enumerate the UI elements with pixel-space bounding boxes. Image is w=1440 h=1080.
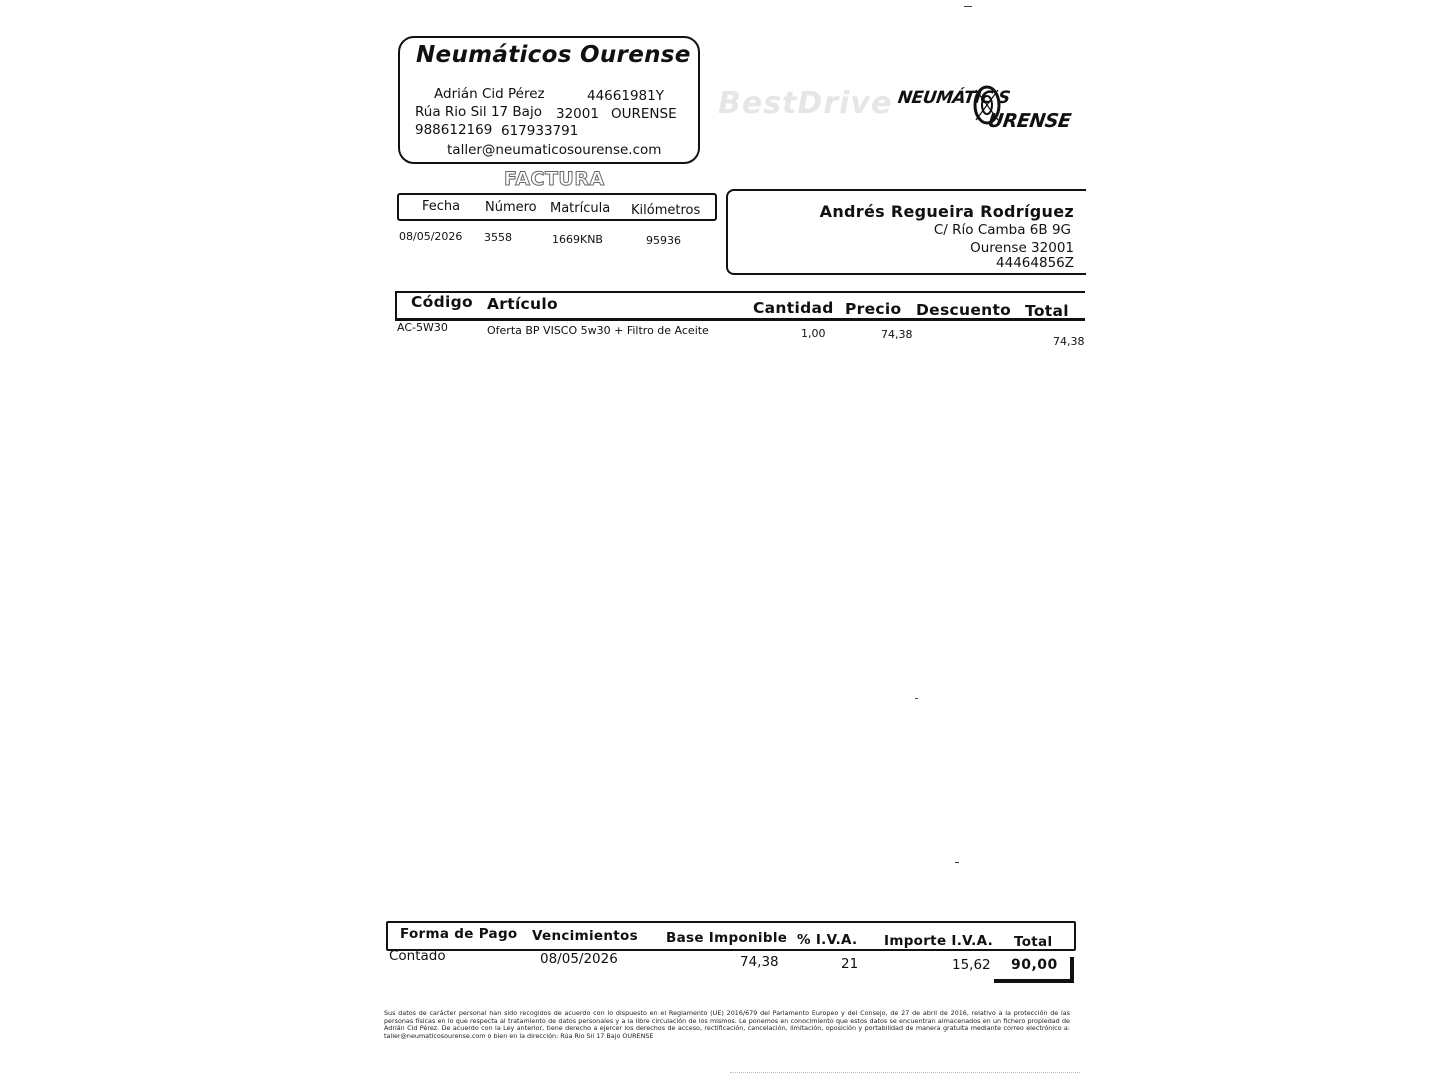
data-protection-notice: Sus datos de carácter personal han sido recogidos de acuerdo con lo dispuesto en el Reglamento (UE) 2016/679 del Parlamento Europeo y del Consejo, de 27 de abril de 2016, relativo a la protección de las personas físicas en lo que respecta al tratamiento de datos personales y a la libre circulación de los mismos. Le ponemos en conocimiento que estos datos se encuentran almacenados en un fichero propiedad de Adrián Cid Pérez. De acuerdo con la Ley anterior, tiene derecho a ejercer los derechos de acceso, rectificación, cancelación, limitación, oposición y portabilidad de manera gratuita mediante correo electrónico a: taller@neumaticosourense.com o bien en la dirección: Rúa Rio Sil 17 Bajo OURENSE: [384, 1009, 1070, 1041]
neumaticos-logo-top: NEUMÁTIC S: [896, 88, 1012, 108]
vehicle-km: 95936: [646, 234, 681, 247]
bestdrive-logo: BestDrive: [718, 86, 893, 121]
header-kilometros: Kilómetros: [631, 203, 701, 218]
vehicle-plate: 1669KNB: [552, 233, 603, 246]
col-precio: Precio: [845, 300, 902, 318]
header-numero: Número: [485, 200, 537, 215]
grand-total: 90,00: [1011, 957, 1058, 973]
company-nif: 44661981Y: [587, 88, 664, 104]
client-nif: 44464856Z: [996, 255, 1074, 271]
col-total: Total: [1025, 302, 1069, 320]
tax-base: 74,38: [740, 954, 779, 970]
scan-mark: [915, 698, 918, 699]
invoice-number: 3558: [484, 231, 512, 244]
payment-method: Contado: [389, 948, 446, 964]
article-quantity: 1,00: [801, 327, 826, 340]
scan-edge: [730, 1072, 1080, 1073]
company-phone-2: 617933791: [501, 123, 579, 139]
article-description: Oferta BP VISCO 5w30 + Filtro de Aceite: [487, 324, 709, 337]
client-city: Ourense 32001: [970, 240, 1074, 256]
header-iva-importe: Importe I.V.A.: [884, 933, 994, 949]
article-code: AC-5W30: [397, 321, 448, 334]
due-date: 08/05/2026: [540, 951, 618, 967]
company-email: taller@neumaticosourense.com: [447, 142, 662, 158]
scan-mark: [964, 6, 972, 7]
col-codigo: Código: [411, 293, 473, 311]
document-title: FACTURA: [504, 168, 605, 190]
header-iva-pct: % I.V.A.: [797, 932, 858, 948]
invoice-date: 08/05/2026: [399, 230, 463, 243]
scan-mark: [955, 862, 959, 863]
neumaticos-logo-bottom: URENSE: [986, 110, 1073, 132]
header-total: Total: [1014, 934, 1053, 950]
client-address: C/ Río Camba 6B 9G: [933, 222, 1071, 238]
company-owner: Adrián Cid Pérez: [434, 86, 545, 102]
header-fecha: Fecha: [422, 199, 461, 214]
header-forma-pago: Forma de Pago: [400, 926, 518, 942]
company-postal-code: 32001: [556, 106, 599, 122]
company-name: Neumáticos Ourense: [416, 42, 691, 68]
company-city: OURENSE: [611, 106, 677, 122]
vat-rate: 21: [841, 956, 859, 972]
col-articulo: Artículo: [487, 295, 558, 313]
client-name: Andrés Regueira Rodríguez: [819, 202, 1074, 221]
header-matricula: Matrícula: [550, 201, 611, 216]
header-base-imponible: Base Imponible: [666, 930, 788, 946]
col-descuento: Descuento: [916, 301, 1012, 319]
vat-amount: 15,62: [952, 957, 991, 973]
company-phone-1: 988612169: [415, 122, 493, 138]
company-street: Rúa Rio Sil 17 Bajo: [415, 104, 542, 120]
col-cantidad: Cantidad: [753, 299, 834, 317]
article-total: 74,38: [1053, 335, 1085, 348]
header-vencimientos: Vencimientos: [532, 928, 638, 944]
article-price: 74,38: [881, 328, 913, 341]
